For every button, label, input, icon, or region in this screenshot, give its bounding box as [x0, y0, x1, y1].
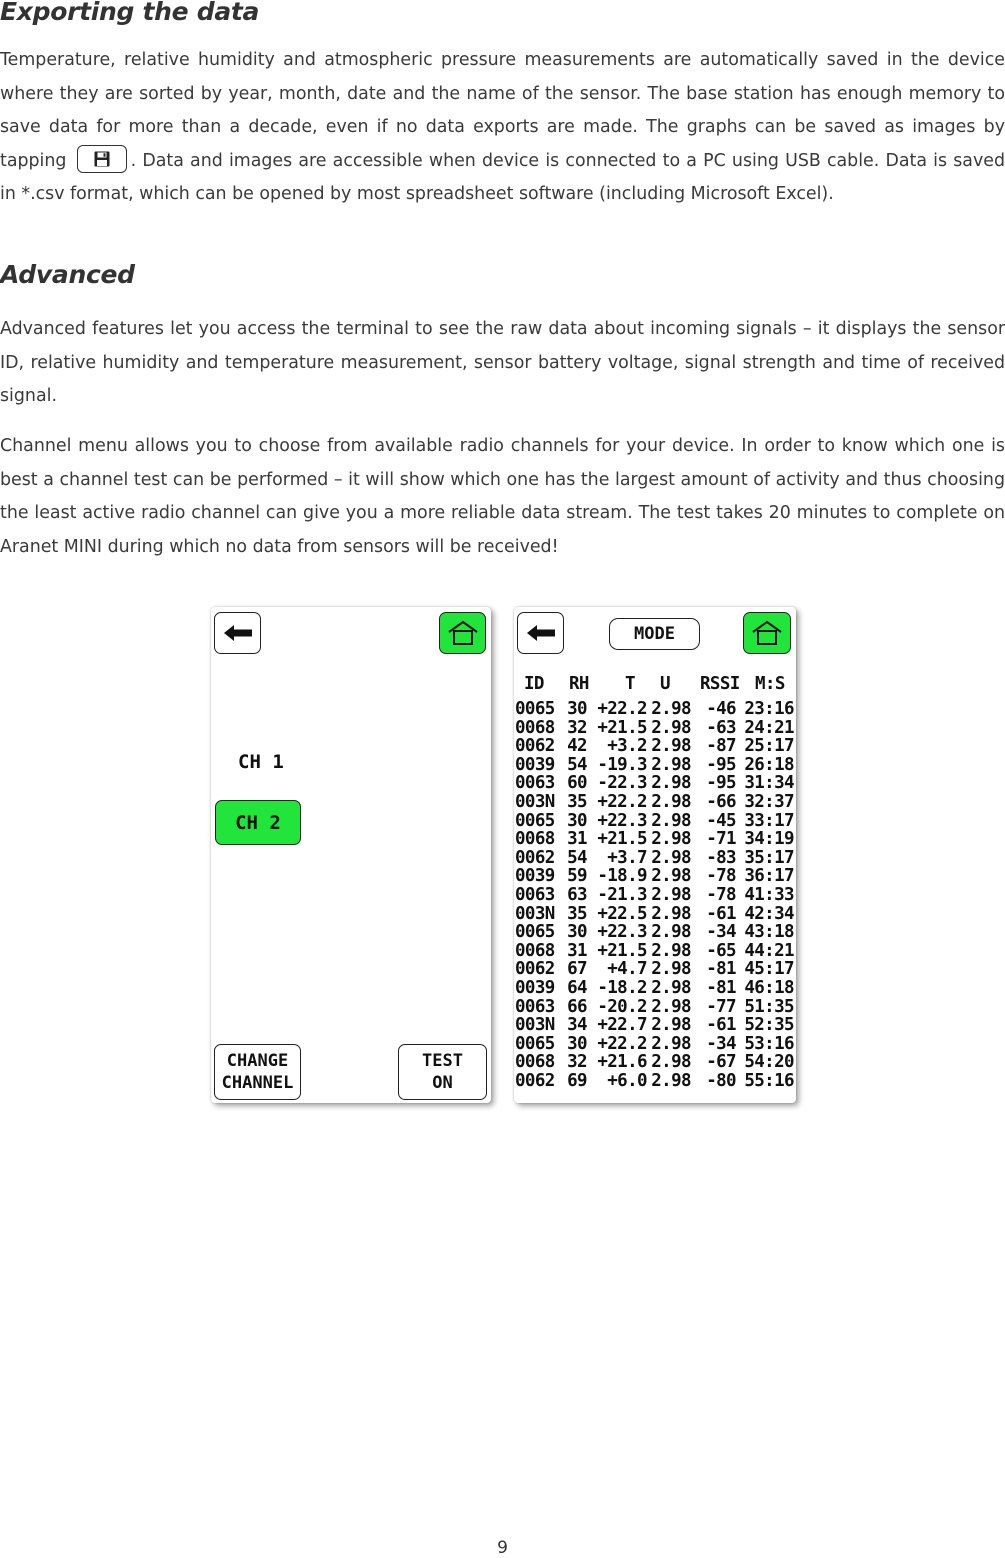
cell-rssi: -66 — [706, 792, 736, 812]
table-row — [514, 829, 796, 849]
cell-t: +21.5 — [597, 717, 647, 738]
cell-ms: 41:33 — [744, 885, 794, 905]
cell-rh: 67 — [567, 959, 587, 980]
cell-rssi: -78 — [706, 885, 736, 905]
back-arrow-icon — [224, 625, 252, 641]
cell-t: +4.7 — [607, 959, 647, 980]
cell-t: -22.3 — [597, 773, 647, 794]
cell-id: 0068 — [515, 717, 555, 738]
table-row — [514, 699, 796, 719]
test-label-line1: TEST — [422, 1051, 463, 1071]
cell-rh: 35 — [567, 903, 587, 924]
cell-u: 2.98 — [651, 922, 691, 943]
cell-t: -18.2 — [597, 978, 647, 998]
cell-u: 2.98 — [651, 1033, 691, 1054]
table-row — [514, 1071, 796, 1091]
cell-id: 0039 — [515, 978, 555, 998]
cell-t: -21.3 — [597, 885, 647, 905]
cell-u: 2.98 — [651, 1015, 691, 1036]
table-row — [514, 866, 796, 886]
cell-rssi: -77 — [706, 996, 736, 1017]
section-heading-export: Exporting the data — [0, 0, 260, 26]
cell-rssi: -34 — [706, 922, 736, 943]
export-text-part2: . Data and images are accessible when device is connected to a PC using USB cable. Data is saved in *.csv format, which can be opened by most spreadsheet software (including Microsoft Excel). — [0, 150, 1005, 204]
cell-rssi: -95 — [706, 773, 736, 794]
table-row — [514, 773, 796, 793]
cell-rh: 30 — [567, 1033, 587, 1054]
cell-id: 0065 — [515, 699, 555, 719]
cell-ms: 32:37 — [744, 792, 794, 812]
back-button[interactable] — [214, 612, 261, 654]
cell-t: +3.7 — [607, 847, 647, 868]
col-header-id: ID — [524, 674, 544, 694]
export-text-part1: Temperature, relative humidity and atmospheric pressure measurements are automatically saved in the device where they are sorted by year, month, date and the name of the sensor. The base station has enough memory to save data for more than a decade, even if no data exports are made. The graphs can be saved as images by tapping — [0, 50, 1005, 171]
change-channel-label-line1: CHANGE — [226, 1051, 289, 1071]
home-icon — [447, 620, 479, 646]
cell-ms: 52:35 — [744, 1015, 794, 1036]
cell-id: 0065 — [515, 922, 555, 943]
table-row — [514, 941, 796, 961]
col-header-rh: RH — [569, 674, 589, 694]
cell-rh: 69 — [567, 1071, 587, 1091]
cell-id: 0063 — [515, 773, 555, 794]
cell-ms: 34:19 — [744, 829, 794, 850]
cell-ms: 24:21 — [744, 717, 794, 738]
cell-t: +6.0 — [607, 1071, 647, 1091]
cell-t: +22.2 — [597, 792, 647, 812]
cell-ms: 23:16 — [744, 699, 794, 719]
cell-u: 2.98 — [651, 866, 691, 887]
cell-rh: 31 — [567, 829, 587, 850]
channel-option-ch1[interactable]: CH 1 — [238, 751, 284, 773]
cell-rh: 30 — [567, 699, 587, 719]
cell-ms: 55:16 — [744, 1071, 794, 1091]
test-on-button[interactable] — [398, 1044, 487, 1100]
cell-rssi: -95 — [706, 754, 736, 775]
cell-u: 2.98 — [651, 847, 691, 868]
cell-id: 0063 — [515, 996, 555, 1017]
cell-id: 0062 — [515, 1071, 555, 1091]
cell-rh: 34 — [567, 1015, 587, 1036]
home-button[interactable] — [743, 612, 791, 654]
cell-rh: 31 — [567, 940, 587, 961]
cell-u: 2.98 — [651, 978, 691, 998]
cell-t: +22.7 — [597, 1015, 647, 1036]
cell-rssi: -81 — [706, 959, 736, 980]
cell-rh: 60 — [567, 773, 587, 794]
cell-u: 2.98 — [651, 773, 691, 794]
mode-button[interactable]: MODE — [609, 618, 700, 650]
table-row — [514, 885, 796, 905]
cell-u: 2.98 — [651, 792, 691, 812]
cell-u: 2.98 — [651, 829, 691, 850]
cell-u: 2.98 — [651, 754, 691, 775]
change-channel-label-line2: CHANNEL — [221, 1073, 294, 1093]
cell-id: 0039 — [515, 754, 555, 775]
cell-id: 003N — [515, 1015, 555, 1036]
cell-rssi: -87 — [706, 736, 736, 757]
cell-t: -18.9 — [597, 866, 647, 887]
cell-u: 2.98 — [651, 1052, 691, 1073]
cell-t: +21.6 — [597, 1052, 647, 1073]
col-header-u: U — [660, 674, 670, 694]
table-row — [514, 1052, 796, 1072]
page-number: 9 — [497, 1538, 508, 1558]
cell-rssi: -34 — [706, 1033, 736, 1054]
cell-id: 0062 — [515, 847, 555, 868]
cell-id: 0039 — [515, 866, 555, 887]
cell-rh: 42 — [567, 736, 587, 757]
change-channel-button[interactable] — [214, 1044, 301, 1100]
table-row — [514, 1034, 796, 1054]
cell-rssi: -46 — [706, 699, 736, 719]
cell-rh: 30 — [567, 922, 587, 943]
cell-u: 2.98 — [651, 1071, 691, 1091]
cell-id: 003N — [515, 903, 555, 924]
cell-rh: 59 — [567, 866, 587, 887]
back-arrow-icon — [527, 625, 555, 641]
cell-t: +3.2 — [607, 736, 647, 757]
cell-rssi: -83 — [706, 847, 736, 868]
cell-id: 0063 — [515, 885, 555, 905]
cell-ms: 45:17 — [744, 959, 794, 980]
cell-rssi: -45 — [706, 810, 736, 831]
table-row — [514, 718, 796, 738]
col-header-rssi: RSSI — [700, 674, 740, 694]
cell-ms: 43:18 — [744, 922, 794, 943]
table-row — [514, 978, 796, 998]
cell-rssi: -81 — [706, 978, 736, 998]
cell-rssi: -67 — [706, 1052, 736, 1073]
cell-rh: 32 — [567, 717, 587, 738]
cell-ms: 31:34 — [744, 773, 794, 794]
cell-ms: 46:18 — [744, 978, 794, 998]
cell-id: 0065 — [515, 1033, 555, 1054]
table-row — [514, 755, 796, 775]
cell-ms: 26:18 — [744, 754, 794, 775]
cell-t: +21.5 — [597, 940, 647, 961]
export-paragraph — [0, 44, 1005, 212]
cell-ms: 36:17 — [744, 866, 794, 887]
col-header-ms: M:S — [755, 674, 785, 694]
table-row — [514, 904, 796, 924]
cell-rh: 30 — [567, 810, 587, 831]
cell-t: +22.3 — [597, 810, 647, 831]
cell-u: 2.98 — [651, 810, 691, 831]
channel-option-ch2[interactable]: CH 2 — [215, 800, 301, 845]
cell-ms: 25:17 — [744, 736, 794, 757]
table-row — [514, 959, 796, 979]
table-row — [514, 848, 796, 868]
advanced-paragraph-2: Channel menu allows you to choose from available radio channels for your device. In order to know which one is best a channel test can be performed – it will show which one has the largest amount of activity and thus choosing the least active radio channel can give you a more reliable data stream. The test takes 20 minutes to complete on Aranet MINI during which no data from sensors will be received! — [0, 436, 1005, 557]
terminal-screen — [514, 607, 796, 1103]
cell-t: -19.3 — [597, 754, 647, 775]
cell-u: 2.98 — [651, 996, 691, 1017]
cell-id: 0068 — [515, 940, 555, 961]
cell-ms: 51:35 — [744, 996, 794, 1017]
cell-id: 0068 — [515, 1052, 555, 1073]
advanced-paragraph-1: Advanced features let you access the terminal to see the raw data about incoming signals – it displays the sensor ID, relative humidity and temperature measurement, sensor battery voltage, signal strength and time of received signal. — [0, 319, 1005, 406]
cell-id: 0065 — [515, 810, 555, 831]
cell-ms: 42:34 — [744, 903, 794, 924]
cell-u: 2.98 — [651, 903, 691, 924]
cell-rssi: -71 — [706, 829, 736, 850]
table-row — [514, 1015, 796, 1035]
cell-u: 2.98 — [651, 736, 691, 757]
table-row — [514, 792, 796, 812]
cell-rh: 32 — [567, 1052, 587, 1073]
cell-t: +22.2 — [597, 699, 647, 719]
terminal-header — [514, 674, 796, 694]
table-row — [514, 997, 796, 1017]
cell-t: +22.5 — [597, 903, 647, 924]
cell-ms: 54:20 — [744, 1052, 794, 1073]
cell-u: 2.98 — [651, 717, 691, 738]
cell-rh: 35 — [567, 792, 587, 812]
cell-rh: 54 — [567, 847, 587, 868]
cell-rssi: -65 — [706, 940, 736, 961]
cell-rssi: -63 — [706, 717, 736, 738]
cell-t: +22.3 — [597, 922, 647, 943]
cell-rh: 54 — [567, 754, 587, 775]
home-button[interactable] — [439, 612, 486, 654]
cell-id: 003N — [515, 792, 555, 812]
cell-rh: 66 — [567, 996, 587, 1017]
cell-id: 0062 — [515, 959, 555, 980]
cell-rssi: -61 — [706, 903, 736, 924]
cell-rh: 64 — [567, 978, 587, 998]
section-heading-advanced: Advanced — [0, 260, 135, 289]
cell-u: 2.98 — [651, 959, 691, 980]
table-row — [514, 736, 796, 756]
cell-rssi: -61 — [706, 1015, 736, 1036]
cell-rh: 63 — [567, 885, 587, 905]
cell-rssi: -78 — [706, 866, 736, 887]
test-label-line2: ON — [432, 1073, 453, 1093]
cell-u: 2.98 — [651, 885, 691, 905]
cell-u: 2.98 — [651, 699, 691, 719]
cell-t: +22.2 — [597, 1033, 647, 1054]
save-icon — [77, 145, 127, 173]
channel-screen — [211, 607, 491, 1103]
home-icon — [751, 620, 783, 646]
cell-id: 0068 — [515, 829, 555, 850]
cell-t: -20.2 — [597, 996, 647, 1017]
cell-id: 0062 — [515, 736, 555, 757]
table-row — [514, 811, 796, 831]
cell-ms: 44:21 — [744, 940, 794, 961]
col-header-t: T — [625, 674, 635, 694]
cell-t: +21.5 — [597, 829, 647, 850]
cell-u: 2.98 — [651, 940, 691, 961]
cell-ms: 53:16 — [744, 1033, 794, 1054]
cell-ms: 35:17 — [744, 847, 794, 868]
cell-rssi: -80 — [706, 1071, 736, 1091]
back-button[interactable] — [517, 612, 564, 654]
table-row — [514, 922, 796, 942]
cell-ms: 33:17 — [744, 810, 794, 831]
